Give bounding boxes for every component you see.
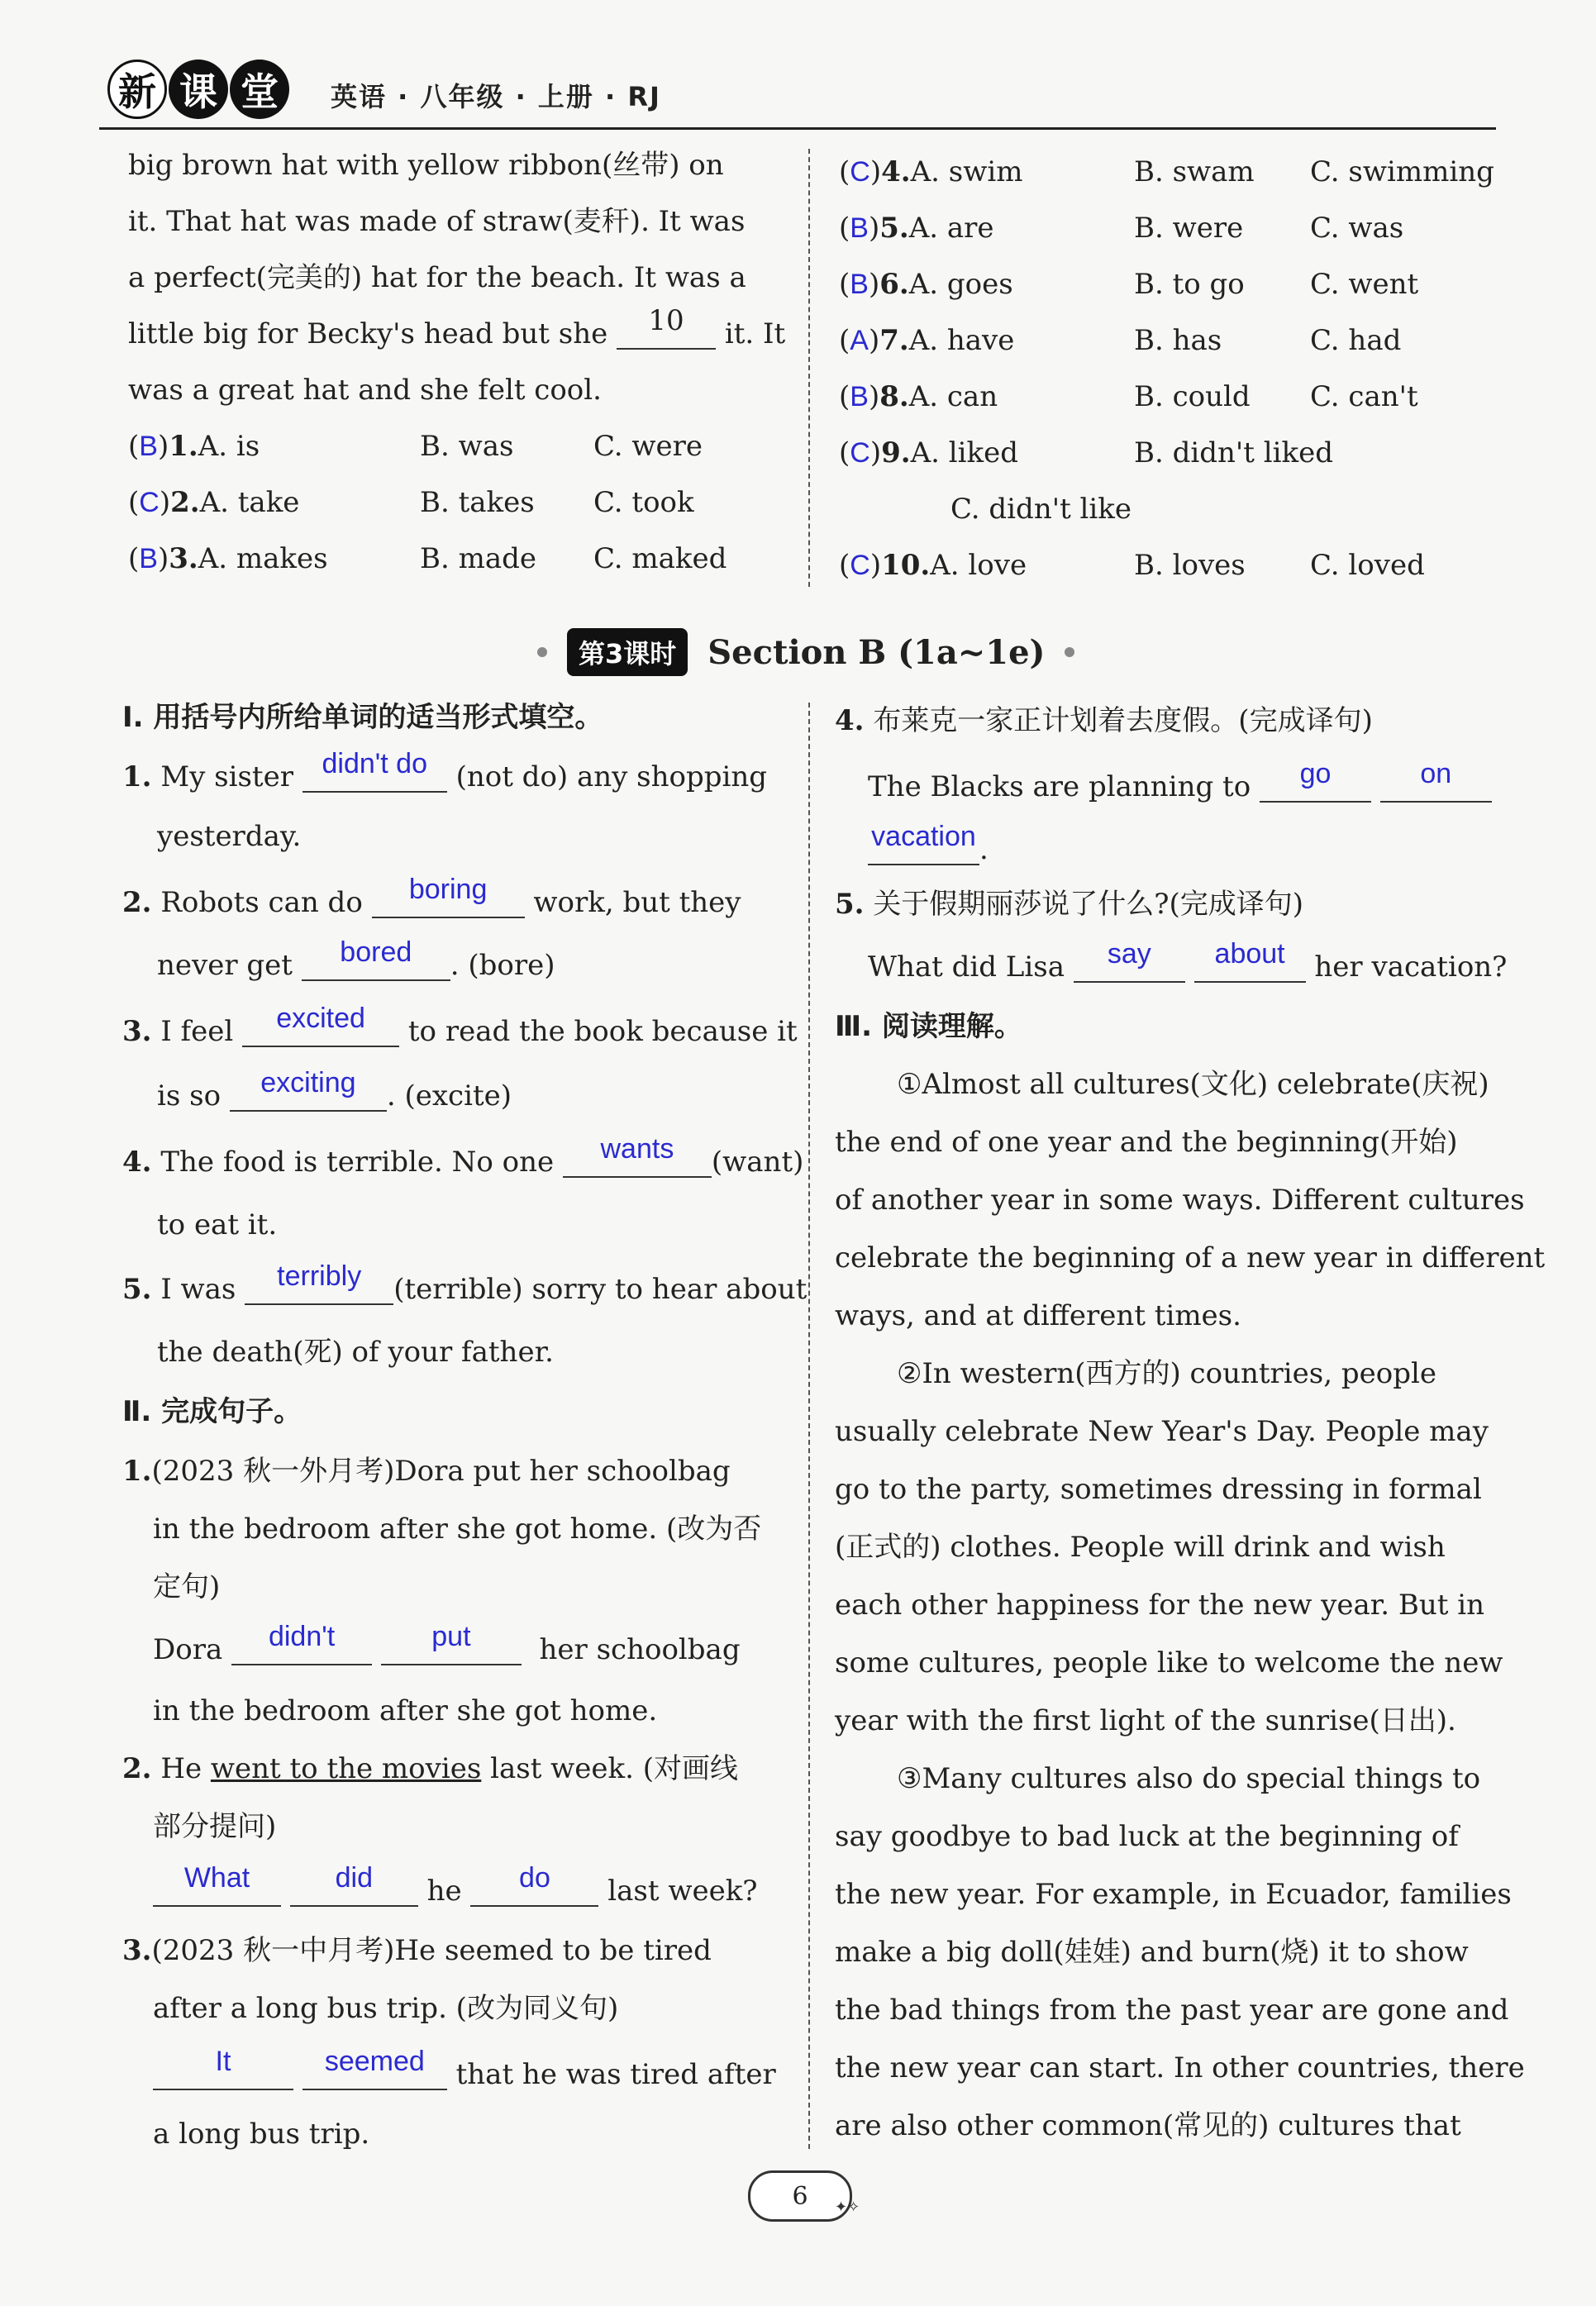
mc-opt-a-7: A. have (908, 324, 1015, 357)
mc-question-7: (A)7.A. have (839, 324, 1015, 357)
sentence-q3-blank-1 (153, 2046, 293, 2090)
mc-opt-c-5: C. was (1310, 212, 1404, 245)
sentence-q2-blank-2 (290, 1862, 418, 1907)
mc-question-9: (C)9.A. liked (839, 436, 1018, 469)
sentence-q1-line1 (122, 1455, 731, 1488)
fill-num-5: 5. (122, 1273, 152, 1306)
sentence-q2-pre: He (160, 1752, 202, 1785)
brand-logo (107, 60, 289, 119)
fill-blank-4 (563, 1133, 712, 1178)
reading-line-13: ③Many cultures also do special things to (897, 1762, 1481, 1795)
sentence-q5-post: her vacation? (1314, 951, 1508, 984)
sentence-q1-pre: Dora (153, 1633, 223, 1666)
sentence-q4-answer-1: go (1299, 758, 1332, 789)
passage-line-1: big brown hat with yellow ribbon(丝带) on (128, 149, 724, 182)
sentence-q4-answer-line (868, 758, 1492, 803)
mc-opt-a-5: A. are (908, 212, 994, 245)
sentence-q4-answer-3: vacation (871, 821, 976, 852)
passage-line-4 (128, 304, 786, 350)
reading-line-17: the bad things from the past year are gone and (835, 1994, 1509, 2027)
mc-answer-6: B (850, 269, 869, 300)
sentence-num-5: 5. (835, 888, 865, 921)
fill-item-2-line2 (157, 936, 555, 982)
mc-question-3: (B)3.A. makes (128, 542, 328, 575)
sentence-q4-pre: The Blacks are planning to (868, 770, 1251, 803)
fill-blank-3 (242, 1003, 399, 1047)
reading-line-18: the new year can start. In other countries, there (835, 2051, 1525, 2084)
mc-question-5: (B)5.A. are (839, 212, 994, 245)
reading-line-14: say goodbye to bad luck at the beginning of (835, 1820, 1459, 1853)
sentence-q4-line1 (835, 704, 1373, 737)
mc-opt-c-6: C. went (1310, 268, 1419, 301)
mc-opt-c-10: C. loved (1310, 549, 1425, 582)
fill-item-4 (122, 1133, 804, 1179)
fill-item-3-line2 (157, 1067, 512, 1113)
fill-post-2: work, but they (533, 886, 741, 919)
mc-answer-3: B (139, 543, 158, 574)
sentence-q3-last: a long bus trip. (153, 2118, 370, 2151)
sentence-num-1: 1. (122, 1455, 152, 1488)
mc-num-8: 8. (879, 380, 909, 413)
sentence-q1-line2: in the bedroom after she got home. (改为否 (153, 1513, 762, 1546)
mc-num-4: 4. (881, 155, 911, 188)
sentence-q2-post: last week. (对画线 (490, 1752, 738, 1785)
sentence-q2-answer-1: What (183, 1862, 250, 1894)
fill-item-2 (122, 874, 741, 919)
sentence-q2-blank-3 (470, 1862, 598, 1907)
passage-line-4-text: little big for Becky's head but she (128, 317, 608, 350)
passage-line-2: it. That hat was made of straw(麦秆). It was (128, 205, 746, 238)
sentence-q1-post: her schoolbag (539, 1633, 741, 1666)
mc-opt-b-10: B. loves (1134, 549, 1246, 582)
banner-dot-left (537, 647, 547, 657)
mc-opt-c-7: C. had (1310, 324, 1402, 357)
mc-num-10: 10. (881, 549, 931, 582)
fill-num-3: 3. (122, 1015, 152, 1048)
logo-char-3: 堂 (230, 60, 289, 119)
sentence-q4-text: 布莱克一家正计划着去度假。(完成译句) (873, 704, 1373, 737)
sentence-q5-answer-2: about (1214, 938, 1285, 970)
fill-item-1-line2: yesterday. (157, 820, 302, 853)
mc-opt-c-9: C. didn't like (950, 493, 1132, 526)
sentence-q5-answer-1: say (1107, 938, 1151, 970)
passage-blank-number: 10 (648, 304, 684, 337)
sentence-q5-answer-line (868, 938, 1508, 984)
fill-item-1 (122, 748, 768, 793)
sentence-q3-blank-2 (303, 2046, 447, 2090)
passage-blank-10 (617, 304, 716, 350)
fill-answer-4: wants (600, 1133, 674, 1165)
mc-opt-c-4: C. swimming (1310, 155, 1494, 188)
fill-line2-post-2: . (bore) (450, 949, 555, 982)
reading-line-9: (正式的) clothes. People will drink and wish (835, 1531, 1446, 1564)
mc-num-7: 7. (879, 324, 909, 357)
sentence-q3-post: that he was tired after (455, 2058, 776, 2091)
column-divider-top (808, 149, 810, 587)
mc-answer-4: C (850, 156, 870, 188)
fill-item-4-line2: to eat it. (157, 1208, 278, 1241)
section-banner (537, 628, 1074, 676)
mc-num-3: 3. (169, 542, 198, 575)
mc-question-8: (B)8.A. can (839, 380, 998, 413)
sentence-q1-last: in the bedroom after she got home. (153, 1694, 658, 1727)
reading-line-2: the end of one year and the beginning(开始) (835, 1126, 1458, 1159)
sentence-q3-answer-1: It (215, 2046, 231, 2077)
sentence-q3-answer-2: seemed (324, 2046, 425, 2077)
mc-answer-1: B (139, 431, 158, 462)
page-number-badge (748, 2170, 847, 2220)
sentence-q3-line1 (122, 1934, 712, 1967)
part3-title: Ⅲ. 阅读理解。 (835, 1010, 1022, 1043)
mc-opt-a-10: A. love (930, 549, 1027, 582)
mc-answer-8: B (850, 381, 869, 412)
mc-opt-a-1: A. is (198, 430, 260, 463)
reading-line-6: ②In western(西方的) countries, people (897, 1357, 1436, 1390)
sentence-num-4: 4. (835, 704, 865, 737)
sentence-q2-end: last week? (607, 1875, 758, 1908)
fill-answer-3b: exciting (260, 1067, 356, 1098)
sentence-q5-pre: What did Lisa (868, 951, 1065, 984)
sentence-num-2: 2. (122, 1752, 152, 1785)
sentence-q2-underlined: went to the movies (210, 1752, 482, 1785)
logo-char-2: 课 (169, 60, 228, 119)
fill-answer-2: boring (408, 874, 488, 905)
mc-opt-a-9: A. liked (910, 436, 1018, 469)
sentence-q1-answer-2: put (431, 1621, 471, 1652)
part1-title: Ⅰ. 用括号内所给单词的适当形式填空。 (122, 701, 603, 734)
fill-line2-pre-2: never get (157, 949, 293, 982)
mc-opt-a-3: A. makes (198, 542, 328, 575)
reading-line-12: year with the first light of the sunrise(日出). (835, 1704, 1456, 1737)
passage-line-4-tail: it. It (724, 317, 786, 350)
fill-answer-1: didn't do (322, 748, 427, 779)
reading-line-5: ways, and at different times. (835, 1299, 1241, 1332)
fill-blank-3b (230, 1067, 387, 1112)
mc-opt-b-7: B. has (1134, 324, 1222, 357)
sentence-q2-answer-line (153, 1862, 758, 1908)
fill-answer-3: excited (276, 1003, 365, 1034)
sentence-q3-line2: after a long bus trip. (改为同义句) (153, 1992, 619, 2025)
mc-opt-a-6: A. goes (908, 268, 1013, 301)
section-title: Section B (1a~1e) (707, 632, 1046, 672)
reading-line-19: are also other common(常见的) cultures that (835, 2109, 1461, 2142)
mc-num-6: 6. (879, 268, 909, 301)
sentence-q2-line1 (122, 1752, 738, 1785)
sentence-q2-answer-2: did (335, 1862, 373, 1894)
mc-question-1: (B)1.A. is (128, 430, 260, 463)
reading-line-7: usually celebrate New Year's Day. People may (835, 1415, 1489, 1448)
mc-opt-b-3: B. made (420, 542, 536, 575)
sentence-q3-text-1: (2023 秋一中月考)He seemed to be tired (151, 1934, 712, 1967)
mc-opt-b-4: B. swam (1134, 155, 1255, 188)
mc-num-2: 2. (170, 486, 200, 519)
mc-answer-2: C (139, 487, 160, 518)
mc-opt-a-8: A. can (908, 380, 998, 413)
reading-line-3: of another year in some ways. Different cultures (835, 1184, 1525, 1217)
sentence-q3-answer-line (153, 2046, 776, 2091)
mc-question-2: (C)2.A. take (128, 486, 300, 519)
fill-post-5: (terrible) sorry to hear about (393, 1273, 808, 1306)
fill-answer-5: terribly (277, 1260, 362, 1292)
fill-pre-1: My sister (160, 760, 293, 793)
passage-line-3: a perfect(完美的) hat for the beach. It was a (128, 261, 746, 294)
sentence-q5-text: 关于假期丽莎说了什么?(完成译句) (873, 888, 1304, 921)
reading-line-4: celebrate the beginning of a new year in different (835, 1241, 1546, 1274)
reading-line-10: each other happiness for the new year. But in (835, 1589, 1485, 1622)
mc-answer-9: C (850, 437, 870, 469)
mc-opt-b-9: B. didn't liked (1134, 436, 1333, 469)
sentence-q1-text-1: (2023 秋一外月考)Dora put her schoolbag (151, 1455, 731, 1488)
star-icon: ✦✧ (835, 2199, 860, 2216)
fill-pre-2: Robots can do (160, 886, 363, 919)
mc-answer-5: B (850, 212, 869, 244)
reading-line-11: some cultures, people like to welcome the new (835, 1646, 1503, 1679)
sentence-q5-blank-2 (1194, 938, 1306, 983)
sentence-q5-blank-1 (1074, 938, 1185, 983)
sentence-q1-blank-1 (231, 1621, 372, 1665)
mc-opt-a-4: A. swim (910, 155, 1023, 188)
fill-post-1: (not do) any shopping (455, 760, 768, 793)
mc-num-1: 1. (169, 430, 198, 463)
sentence-q2-line2: 部分提问) (153, 1810, 277, 1843)
reading-line-15: the new year. For example, in Ecuador, families (835, 1878, 1512, 1911)
mc-opt-b-5: B. were (1134, 212, 1244, 245)
column-divider-main (808, 703, 810, 2149)
fill-post-4: (want) (711, 1146, 804, 1179)
mc-opt-c-8: C. can't (1310, 380, 1418, 413)
fill-pre-5: I was (160, 1273, 236, 1306)
sentence-num-3: 3. (122, 1934, 152, 1967)
sentence-q2-mid: he (426, 1875, 462, 1908)
fill-post-3: to read the book because it (407, 1015, 798, 1048)
mc-opt-b-2: B. takes (420, 486, 535, 519)
reading-line-8: go to the party, sometimes dressing in formal (835, 1473, 1482, 1506)
reading-line-1: ①Almost all cultures(文化) celebrate(庆祝) (897, 1068, 1489, 1101)
mc-answer-7: A (850, 325, 869, 356)
mc-num-9: 9. (881, 436, 911, 469)
sentence-q2-blank-1 (153, 1862, 281, 1907)
fill-pre-3: I feel (160, 1015, 234, 1048)
mc-opt-c-3: C. maked (593, 542, 727, 575)
fill-num-2: 2. (122, 886, 152, 919)
page-number: 6 (748, 2170, 852, 2222)
fill-num-4: 4. (122, 1146, 152, 1179)
lesson-badge: 第3课时 (567, 628, 688, 676)
fill-line2-pre-3: is so (157, 1079, 222, 1113)
header-rule (99, 127, 1496, 130)
reading-line-16: make a big doll(娃娃) and burn(烧) it to show (835, 1936, 1469, 1969)
book-meta: 英语 · 八年级 · 上册 · RJ (331, 81, 661, 112)
part2-title: Ⅱ. 完成句子。 (122, 1395, 303, 1428)
sentence-q4-blank-1 (1260, 758, 1371, 803)
mc-opt-c-1: C. were (593, 430, 703, 463)
mc-opt-b-6: B. to go (1134, 268, 1245, 301)
mc-num-5: 5. (879, 212, 909, 245)
fill-line2-post-3: . (excite) (386, 1079, 512, 1113)
fill-blank-5 (245, 1260, 393, 1305)
passage-line-5: was a great hat and she felt cool. (128, 374, 602, 407)
fill-pre-4: The food is terrible. No one (160, 1146, 555, 1179)
mc-question-4: (C)4.A. swim (839, 155, 1023, 188)
fill-blank-2 (372, 874, 525, 918)
fill-item-3 (122, 1003, 798, 1048)
fill-answer-2b: bored (340, 936, 412, 968)
mc-opt-b-1: B. was (420, 430, 514, 463)
sentence-q1-answer-line (153, 1621, 741, 1666)
sentence-q4-answer-line2: vacation . (868, 833, 989, 866)
banner-dot-right (1065, 647, 1074, 657)
fill-num-1: 1. (122, 760, 152, 793)
sentence-q4-blank-2 (1380, 758, 1492, 803)
sentence-q5-line1 (835, 888, 1303, 921)
mc-question-6: (B)6.A. goes (839, 268, 1013, 301)
sentence-q1-answer-1: didn't (268, 1621, 336, 1652)
mc-question-10: (C)10.A. love (839, 549, 1027, 582)
logo-char-1: 新 (107, 60, 167, 119)
sentence-q4-answer-2: on (1420, 758, 1452, 789)
fill-blank-2b (302, 936, 450, 981)
mc-opt-c-2: C. took (593, 486, 694, 519)
sentence-q4-blank-3 (868, 821, 979, 865)
mc-opt-b-8: B. could (1134, 380, 1251, 413)
fill-blank-1 (303, 748, 447, 793)
sentence-q2-answer-3: do (519, 1862, 550, 1894)
sentence-q1-line3: 定句) (153, 1570, 221, 1603)
sentence-q1-blank-2 (381, 1621, 522, 1665)
fill-item-5 (122, 1260, 808, 1306)
mc-answer-10: C (850, 550, 870, 581)
mc-opt-a-2: A. take (199, 486, 300, 519)
fill-item-5-line2: the death(死) of your father. (157, 1336, 554, 1369)
